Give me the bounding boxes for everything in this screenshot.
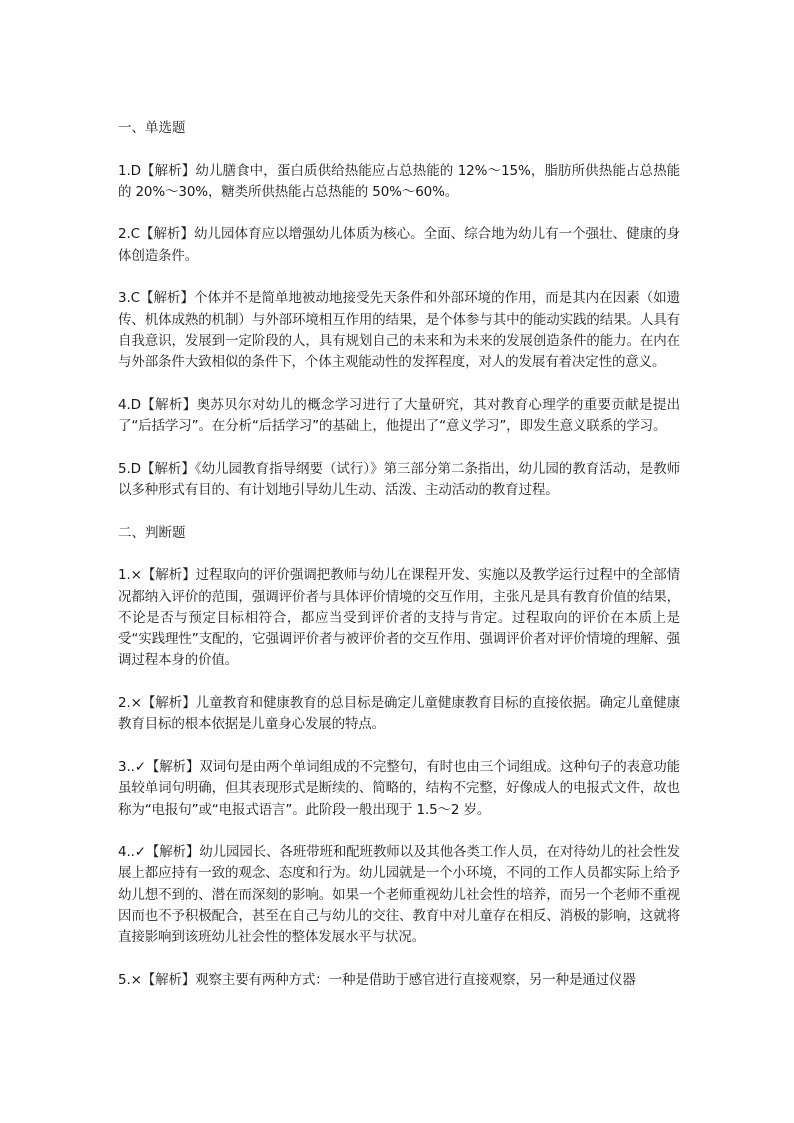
section-title: 一、单选题: [118, 120, 186, 136]
answer-item: 3.C【解析】个体并不是简单地被动地接受先天条件和外部环境的作用，而是其内在因素（如遗传、机体成熟的机制）与外部环境相互作用的结果，是个体参与其中的能动实践的结果。人具有自我意识，发展到一定阶段的人，具有规划自己的未来和为未来的发展创造条件的能力。在内在与外部条件大致相似的条件下，个体主观能动性的发挥程度，对人的发展有着决定性的意义。: [118, 290, 680, 371]
answer-item: 1.D【解析】幼儿膳食中，蛋白质供给热能应占总热能的 12%～15%，脂肪所供热能占总热能的 20%～30%，糖类所供热能占总热能的 50%～60%。: [118, 162, 680, 200]
answer-item: 2.C【解析】幼儿园体育应以增强幼儿体质为核心。全面、综合地为幼儿有一个强壮、健康的身体创造条件。: [118, 226, 680, 264]
answer-item: 5.D【解析】《幼儿园教育指导纲要（试行）》第三部分第二条指出，幼儿园的教育活动，是教师以多种形式有目的、有计划地引导幼儿生动、活泼、主动活动的教育过程。: [118, 460, 680, 499]
section-single-choice: [118, 118, 680, 501]
section-true-false: [118, 523, 680, 992]
answer-item: 4.D【解析】奥苏贝尔对幼儿的概念学习进行了大量研究，其对教育心理学的重要贡献是提出了“后括学习”。在分析“后括学习”的基础上，他提出了“意义学习”，即发生意义联系的学习。: [118, 396, 680, 435]
answer-item: 5.×【解析】观察主要有两种方式：一种是借助于感官进行直接观察，另一种是通过仪器: [118, 971, 636, 988]
answer-item: 4..✓【解析】幼儿园园长、各班带班和配班教师以及其他各类工作人员，在对待幼儿的社会性发展上都应持有一致的观念、态度和行为。幼儿园就是一个小环境，不同的工作人员都实际上给予幼儿想不到的、潜在而深刻的影响。如果一个老师重视幼儿社会性的培养，而另一个老师不重视因而也不予积极配合，甚至在自己与幼儿的交往、教育中对儿童存在相反、消极的影响，这就将直接影响到该班幼儿社会性的整体发展水平与状况。: [118, 844, 680, 946]
answer-item: 3..✓【解析】双词句是由两个单词组成的不完整句，有时也由三个词组成。这种句子的表意功能虽较单词句明确，但其表现形式是断续的、简略的，结构不完整，好像成人的电报式文件，故也称为“电报句”或“电报式语言”。此阶段一般出现于 1.5～2 岁。: [118, 758, 680, 818]
section-title: 二、判断题: [118, 524, 186, 541]
answer-item: 2.×【解析】儿童教育和健康教育的总目标是确定儿童健康教育目标的直接依据。确定儿童健康教育目标的根本依据是儿童身心发展的特点。: [118, 695, 680, 733]
answer-document: [118, 118, 680, 1012]
answer-item: 1.×【解析】过程取向的评价强调把教师与幼儿在课程开发、实施以及教学运行过程中的全部情况都纳入评价的范围，强调评价者与具体评价情境的交互作用，主张凡是具有教育价值的结果，不论是否与预定目标相符合，都应当受到评价者的支持与肯定。过程取向的评价在本质上是受“实践理性”支配的，它强调评价者与被评价者的交互作用、强调评价者对评价情境的理解、强调过程本身的价值。: [118, 567, 680, 669]
